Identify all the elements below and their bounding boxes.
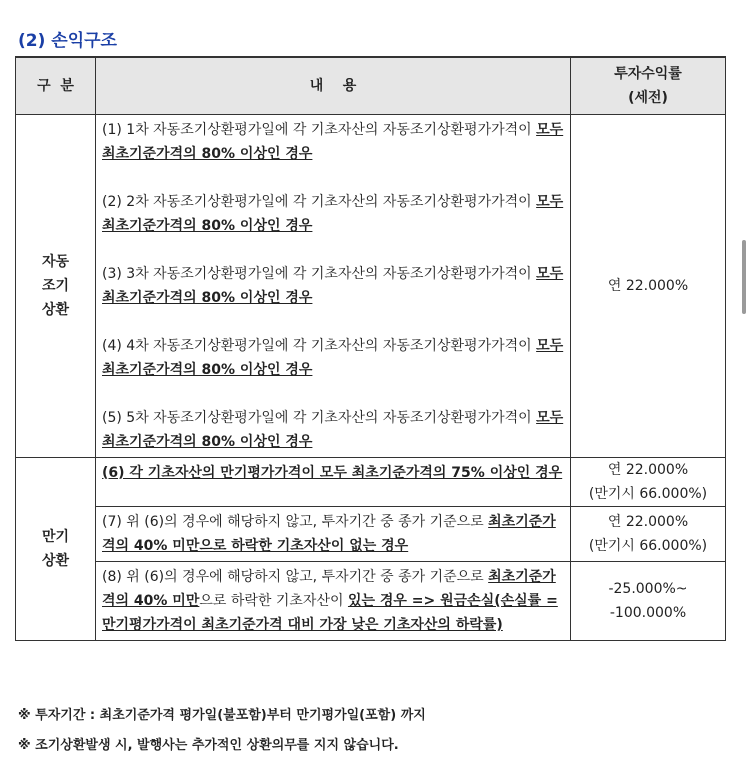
vertical-scrollbar[interactable] [742, 240, 746, 314]
condition-emphasis: 모두 최초기준가격의 80% 이상인 경우 [102, 410, 564, 450]
condition-text: (5) 5차 자동조기상환평가일에 각 기초자산의 자동조기상환평가가격이 [102, 410, 537, 426]
condition-emphasis: 모두 최초기준가격의 80% 이상인 경우 [102, 194, 564, 234]
maturity-condition-6 [96, 458, 571, 507]
return-at-maturity: (만기시 66.000%) [588, 486, 708, 502]
section-title: (2) 손익구조 [18, 31, 117, 51]
condition-emphasis: 최초기준가격의 40% 미만으로 하락한 기초자산이 없는 경우 [102, 514, 556, 554]
maturity-row-8 [16, 562, 726, 641]
loss-rate-min: -25.000%~ [608, 581, 688, 597]
category-early-redemption: 자동 조기 상환 [16, 115, 96, 458]
condition-item [102, 118, 564, 166]
category-maturity: 만기 상환 [16, 458, 96, 641]
maturity-return-8 [571, 562, 726, 641]
early-redemption-conditions [96, 115, 571, 458]
maturity-return-7 [571, 507, 726, 562]
note-investment-period: ※ 투자기간 : 최초기준가격 평가일(불포함)부터 만기평가일(포함) 까지 [18, 708, 426, 723]
maturity-condition-8 [96, 562, 571, 641]
condition-emphasis: 모두 최초기준가격의 80% 이상인 경우 [102, 122, 564, 162]
early-redemption-return: 연 22.000% [571, 115, 726, 458]
condition-emphasis: 모두 최초기준가격의 80% 이상인 경우 [102, 266, 564, 306]
condition-item [102, 262, 564, 310]
condition-emphasis: (6) 각 기초자산의 만기평가가격이 모두 최초기준가격의 75% 이상인 경우 [102, 465, 563, 481]
header-return-line2: (세전) [628, 90, 668, 106]
condition-text: 으로 하락한 기초자산이 [199, 593, 348, 609]
return-at-maturity: (만기시 66.000%) [588, 538, 708, 554]
header-content: 내 용 [96, 57, 571, 115]
return-rate: 연 22.000% [607, 462, 689, 478]
note-early-redemption: ※ 조기상환발생 시, 발행사는 추가적인 상환의무를 지지 않습니다. [18, 738, 399, 753]
condition-item [102, 406, 564, 454]
maturity-return-6 [571, 458, 726, 507]
maturity-condition-7 [96, 507, 571, 562]
header-return-line1: 투자수익률 [614, 66, 682, 82]
maturity-row-6 [16, 458, 726, 507]
condition-text: (4) 4차 자동조기상환평가일에 각 기초자산의 자동조기상환평가가격이 [102, 338, 537, 354]
condition-emphasis: 있는 경우 => 원금손실(손실률 = 만기평가가격이 최초기준가격 대비 가장 낮은 기초자산의 하락률) [102, 593, 558, 633]
payoff-structure-table [15, 56, 726, 641]
early-redemption-row [16, 115, 726, 458]
condition-text: (1) 1차 자동조기상환평가일에 각 기초자산의 자동조기상환평가가격이 [102, 122, 537, 138]
condition-text: (7) 위 (6)의 경우에 해당하지 않고, 투자기간 중 종가 기준으로 [102, 514, 489, 530]
condition-emphasis: 최초기준가격의 40% 미만 [102, 569, 556, 609]
table-header-row [16, 57, 726, 115]
condition-text: (3) 3차 자동조기상환평가일에 각 기초자산의 자동조기상환평가가격이 [102, 266, 537, 282]
header-category: 구 분 [16, 57, 96, 115]
maturity-row-7 [16, 507, 726, 562]
header-return [571, 57, 726, 115]
condition-item [102, 334, 564, 382]
condition-emphasis: 모두 최초기준가격의 80% 이상인 경우 [102, 338, 564, 378]
condition-text: (8) 위 (6)의 경우에 해당하지 않고, 투자기간 중 종가 기준으로 [102, 569, 489, 585]
return-rate: 연 22.000% [607, 514, 689, 530]
condition-text: (2) 2차 자동조기상환평가일에 각 기초자산의 자동조기상환평가가격이 [102, 194, 537, 210]
loss-rate-max: -100.000% [609, 605, 687, 621]
condition-item [102, 190, 564, 238]
